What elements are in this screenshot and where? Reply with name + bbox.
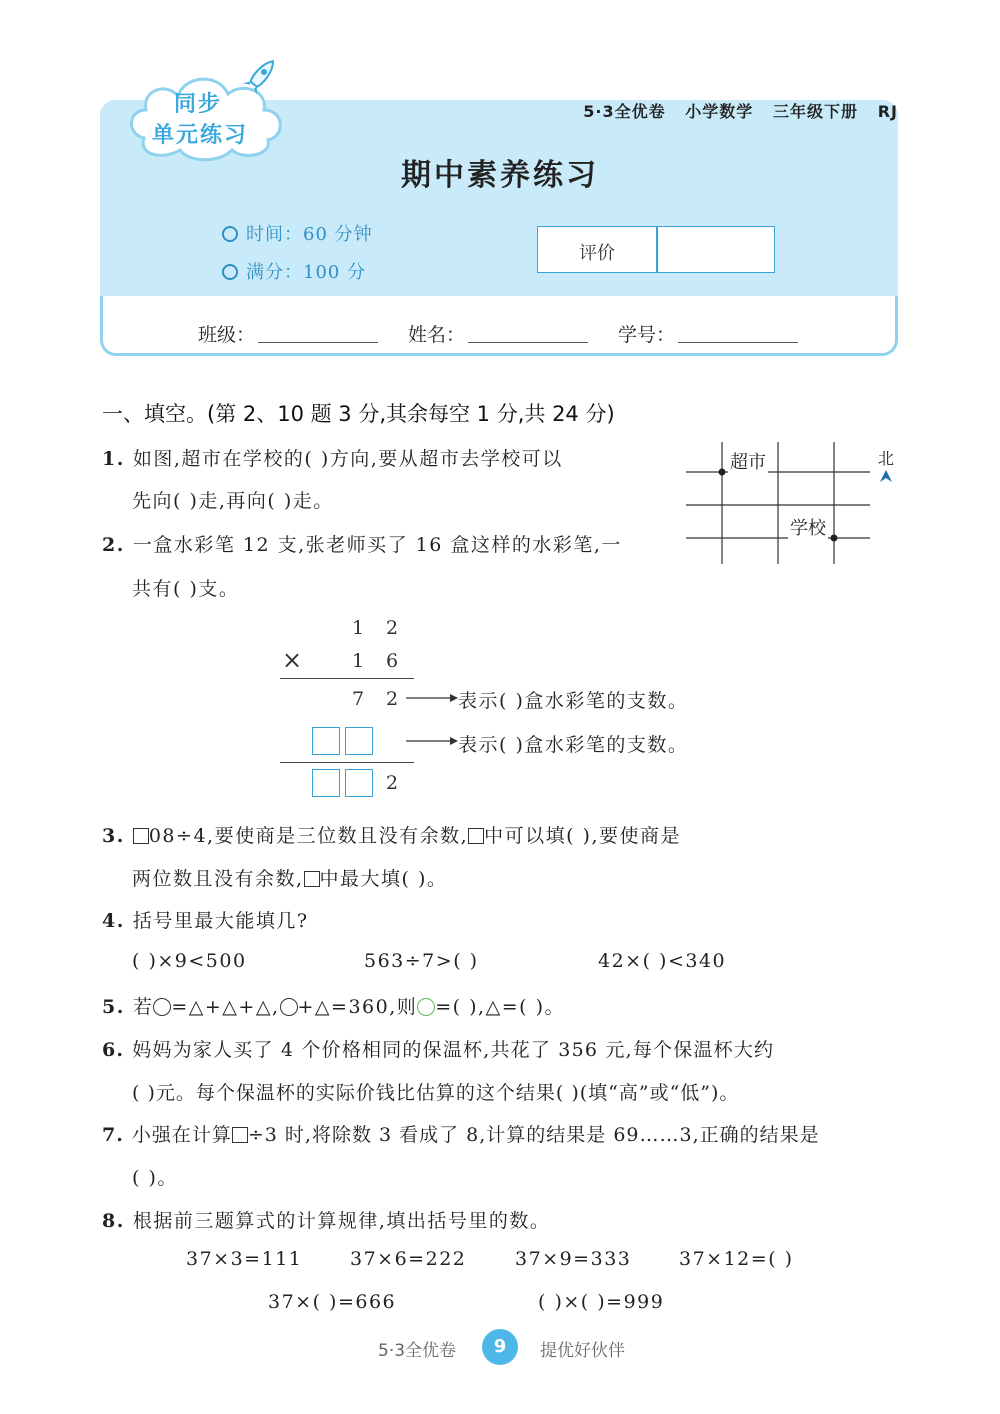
question-2 [102, 530, 622, 557]
expression: 37×9=333 [515, 1248, 632, 1270]
question-1 [102, 444, 563, 471]
question-text: 小强在计算 [131, 1124, 232, 1146]
expression: ( )×9<500 [132, 950, 247, 972]
question-number: 2. [102, 534, 125, 556]
page-number: 9 [482, 1329, 518, 1365]
question-7-line2: ( )。 [132, 1167, 178, 1189]
mul-digit: 2 [386, 772, 399, 794]
mul-line [280, 762, 414, 763]
answer-box[interactable] [312, 727, 340, 755]
answer-box[interactable] [312, 769, 340, 797]
question-text: 根据前三题算式的计算规律,填出括号里的数。 [132, 1210, 551, 1232]
student-id-field[interactable] [678, 342, 798, 343]
evaluation-box [537, 226, 775, 273]
square-symbol [468, 828, 484, 844]
time-info [222, 220, 373, 246]
question-6-line2: ( )元。每个保温杯的实际价钱比估算的这个结果( )(填“高”或“低”)。 [132, 1082, 740, 1104]
mul-note-2: 表示( )盒水彩笔的支数。 [458, 734, 689, 756]
evaluation-divider [656, 227, 658, 272]
mul-digit: 6 [386, 650, 399, 672]
mul-digit: 1 [352, 617, 365, 639]
question-number: 5. [102, 996, 125, 1018]
question-text: 若 [132, 996, 154, 1018]
question-number: 4. [102, 910, 125, 932]
class-field[interactable] [258, 342, 378, 343]
score-text: 满分：100 分 [246, 262, 367, 283]
question-text: ÷3 时,将除数 3 看成了 8,计算的结果是 69……3,正确的结果是 [247, 1124, 820, 1146]
expression: 37×( )=666 [268, 1291, 397, 1313]
mul-note-1: 表示( )盒水彩笔的支数。 [458, 690, 689, 712]
question-1-line2: 先向( )走,再向( )走。 [132, 490, 334, 512]
expression: 42×( )<340 [598, 950, 727, 972]
square-symbol [304, 871, 320, 887]
mul-line [280, 678, 414, 679]
arrows [404, 688, 460, 758]
mul-digit: 1 [352, 650, 365, 672]
question-4 [102, 906, 309, 933]
question-number: 3. [102, 825, 125, 847]
question-text: +△=360,则 [297, 996, 418, 1018]
question-text: 08÷4,要使商是三位数且没有余数, [148, 825, 469, 847]
map-label-supermarket: 超市 [728, 448, 768, 474]
student-id-label: 学号： [618, 324, 676, 346]
question-3-line2 [132, 864, 447, 891]
class-label: 班级： [198, 324, 256, 346]
circle-symbol-green [417, 998, 435, 1016]
question-number: 7. [102, 1124, 124, 1146]
question-number: 6. [102, 1039, 125, 1061]
school-point [831, 535, 838, 542]
arrow-right-icon [450, 737, 458, 745]
badge-line-1: 同步 [174, 92, 223, 117]
mul-digit: 2 [386, 617, 399, 639]
question-7 [102, 1120, 820, 1147]
question-text: 括号里最大能填几? [132, 910, 309, 932]
question-text: 两位数且没有余数, [132, 868, 304, 890]
multiply-sign: × [282, 646, 303, 674]
mul-digit: 7 [352, 688, 365, 710]
map-grid [686, 442, 900, 564]
time-text: 时间：60 分钟 [246, 224, 373, 245]
circle-symbol [153, 998, 171, 1016]
expression: 37×6=222 [350, 1248, 467, 1270]
footer-brand: 5·3全优卷 [378, 1341, 457, 1361]
square-symbol [232, 1127, 248, 1143]
expression: ( )×( )=999 [538, 1291, 665, 1313]
clock-icon [222, 226, 238, 242]
map-label-north: 北 [878, 449, 895, 468]
square-symbol [133, 828, 149, 844]
answer-box[interactable] [345, 769, 373, 797]
expression: 37×12=( ) [679, 1248, 794, 1270]
question-text: =△+△+△, [171, 996, 280, 1018]
expression: 563÷7>( ) [364, 950, 479, 972]
badge-line-2: 单元练习 [152, 123, 249, 148]
evaluation-label: 评价 [579, 243, 615, 264]
name-field[interactable] [468, 342, 588, 343]
question-number: 1. [102, 448, 125, 470]
question-2-line2: 共有( )支。 [132, 578, 240, 600]
question-8 [102, 1206, 550, 1233]
answer-box[interactable] [345, 727, 373, 755]
series-label: 5·3全优卷 小学数学 三年级下册 RJ [583, 102, 898, 121]
score-info [222, 258, 366, 284]
mul-digit: 2 [386, 688, 399, 710]
question-text: =( ),△=( )。 [435, 996, 565, 1018]
circle-symbol [280, 998, 298, 1016]
question-text: 中可以填( ),要使商是 [484, 825, 682, 847]
footer-slogan: 提优好伙伴 [540, 1341, 625, 1361]
question-text: 一盒水彩笔 12 支,张老师买了 16 盒这样的水彩笔,一 [132, 534, 622, 556]
supermarket-point [719, 469, 726, 476]
question-3 [102, 821, 681, 848]
check-circle-icon [222, 264, 238, 280]
question-number: 8. [102, 1210, 125, 1232]
question-5 [102, 992, 565, 1019]
north-arrow-icon [880, 470, 892, 482]
name-label: 姓名： [408, 324, 466, 346]
arrow-right-icon [450, 694, 458, 702]
section-title: 一、填空。(第 2、10 题 3 分,其余每空 1 分,共 24 分) [102, 402, 615, 426]
page-title: 期中素养练习 [401, 158, 599, 193]
question-text: 妈妈为家人买了 4 个价格相同的保温杯,共花了 356 元,每个保温杯大约 [132, 1039, 775, 1061]
expression: 37×3=111 [186, 1248, 303, 1270]
question-6 [102, 1035, 774, 1062]
map-label-school: 学校 [788, 514, 828, 540]
question-text: 中最大填( )。 [319, 868, 448, 890]
question-text: 如图,超市在学校的( )方向,要从超市去学校可以 [132, 448, 563, 470]
